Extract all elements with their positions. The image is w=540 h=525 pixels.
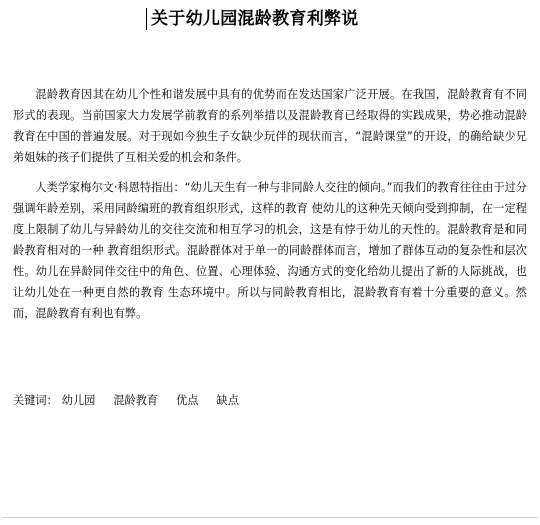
text-cursor bbox=[146, 8, 147, 30]
keyword-item: 混龄教育 bbox=[113, 394, 159, 407]
paragraph-1[interactable]: 混龄教育因其在幼儿个性和谐发展中具有的优势而在发达国家广泛开展。在我国，混龄教育有不同形式的表现。当前国家大力发展学前教育的系列举措以及混龄教育已经取得的实践成果，势必推动混龄教育在中国的普遍发展。对于现如今独生子女缺少玩伴的现状而言，“混龄课堂”的开设，的确给缺少兄弟姐妹的孩子们提供了互相关爱的机会和条件。 bbox=[13, 88, 527, 164]
keyword-item: 幼儿园 bbox=[61, 394, 96, 407]
title-row bbox=[0, 6, 540, 32]
document-title[interactable]: 关于幼儿园混龄教育利弊说 bbox=[151, 9, 359, 29]
keywords-line[interactable] bbox=[13, 391, 257, 411]
keywords-label: 关键词： bbox=[13, 394, 58, 407]
keyword-item: 优点 bbox=[176, 394, 199, 407]
page-bottom-rule bbox=[2, 517, 538, 518]
keyword-item: 缺点 bbox=[216, 394, 239, 407]
paragraph-2[interactable]: 人类学家梅尔文·科恩特指出：“幼儿天生有一种与非同龄人交往的倾向。”而我们的教育往往由于过分强调年龄差别，采用同龄编班的教育组织形式，这样的教育 使幼儿的这种先天倾向受到抑制，在一定程度上限制了幼儿与异龄幼儿的交往交流和相互学习的机会，这是有悖于幼儿的天性的。混龄教育是和同龄教育相对的一种 教育组织形式。混龄群体对于单一的同龄群体而言，增加了群体互动的复杂性和层次性。幼儿在异龄同伴交往中的角色、位置、心理体验、沟通方式的变化给幼儿提出了新的人际挑战，也让幼儿处在一种更自然的教育 生态环境中。所以与同龄教育相比，混龄教育有着十分重要的意义。然而，混龄教育有利也有弊。 bbox=[13, 181, 527, 320]
